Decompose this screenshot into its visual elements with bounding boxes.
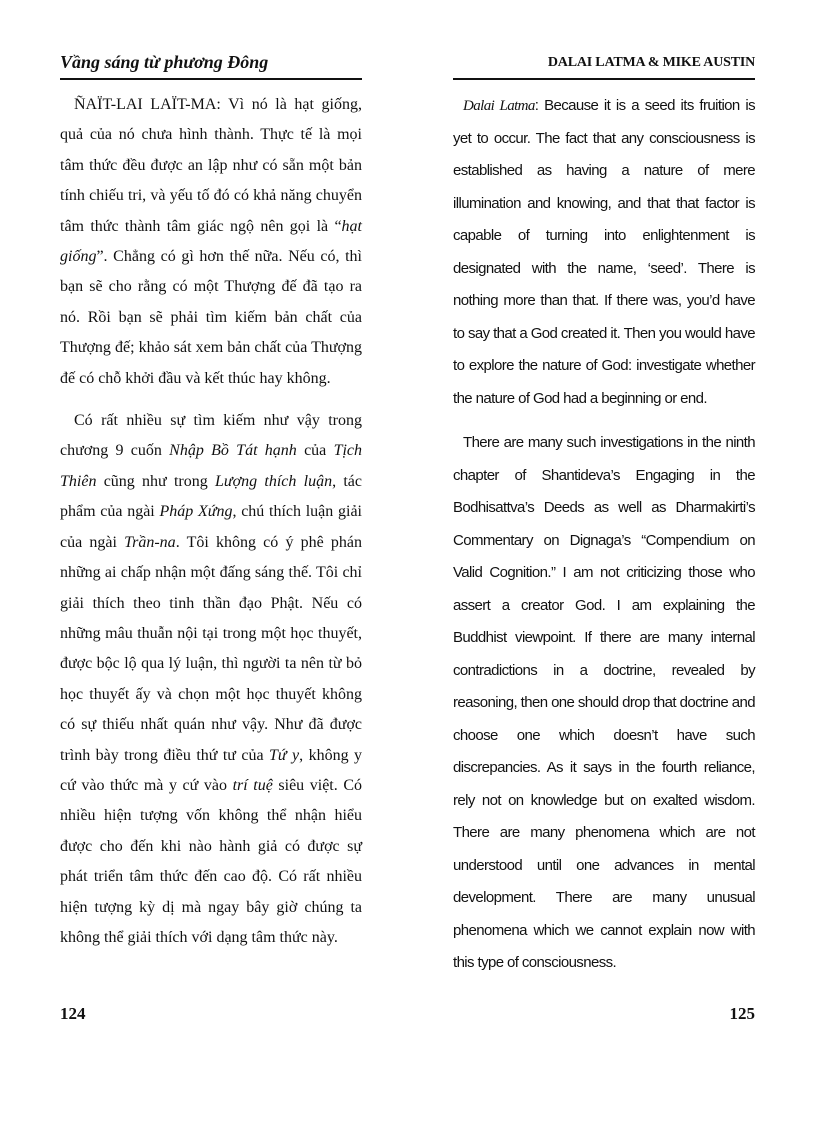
left-page: [60, 0, 362, 1123]
text-run: ÑAÏT-LAI LAÏT-MA: Vì nó là hạt giống, quả của nó chưa hình thành. Thực tế là mọi tâm thức đều được an lập như có sẵn một bản tính chiếu tri, và yếu tố đó có khả năng chuyển tâm thức thành tâm giác ngộ nên gọi là “: [60, 96, 362, 235]
italic-text-run: Dalai Latma: [463, 98, 535, 114]
book-title-header: Vầng sáng từ phương Đông: [60, 52, 269, 72]
right-body-text: [453, 90, 755, 980]
authors-header: DALAI LATMA & MIKE AUSTIN: [547, 55, 755, 70]
text-run: Có rất nhiều sự tìm kiếm như vậy trong chương 9 cuốn: [60, 412, 362, 460]
text-run: There are many such investigations in the ninth chapter of Shantideva’s Engaging in the Bodhisattva’s Deeds as well as Dharmakirti’s Commentary on Dignaga’s “Compendium on Valid Cognition.” I am not criticizing those who assert a creator God. I am explaining the Buddhist viewpoint. If there are many internal contradictions in a doctrine, revealed by reasoning, then one should drop that doctrine and choose one which doesn’t have such discrepancies. As it says in the fourth reliance, rely not on knowledge but on exalted wisdom. There are many phenomena which are not understood until one advances in mental development. There are many unusual phenomena which we cannot explain now with this type of consciousness.: [453, 434, 755, 971]
text-run: , chú thích luận giải của ngài: [60, 503, 362, 551]
italic-text-run: Lượng thích luận: [215, 472, 333, 490]
left-body-text: [60, 90, 362, 953]
italic-text-run: Nhập Bồ Tát hạnh: [169, 442, 297, 460]
text-run: , tác phẩm của ngài: [60, 472, 363, 521]
text-run: , không y cứ vào thức mà y cứ vào: [60, 746, 363, 794]
italic-text-run: trí tuệ: [232, 776, 273, 794]
text-run: cũng như trong: [96, 472, 215, 490]
right-running-header: [453, 52, 755, 80]
text-run: : Because it is a seed its fruition is yet to occur. The fact that any consciousness is established as having a nature of mere illumination and knowing, and that that factor is capable of turning into enlightenment is designated with the name, ‘seed’. There is nothing more than that. If there was, you’d have to say that a God created it. Then you would have to explore the nature of God: investigate whether the nature of God had a beginning or end.: [453, 97, 755, 407]
left-paragraph-1: [60, 90, 362, 394]
text-run: ”. Chẳng có gì hơn thế nữa. Nếu có, thì bạn sẽ cho rằng có một Thượng đế đã tạo ra nó. Rồi bạn sẽ phải tìm kiếm bản chất của Thượng đế; khảo sát xem bản chất của Thượng đế có chỗ khởi đầu và kết thúc hay không.: [60, 248, 362, 387]
italic-text-run: Tịch Thiên: [60, 442, 363, 490]
italic-text-run: Trần-na: [124, 533, 176, 551]
text-run: . Tôi không có ý phê phán những ai chấp nhận một đấng sáng thế. Tôi chỉ giải thích theo tinh thần đạo Phật. Nếu có những mâu thuẫn nội tại trong một học thuyết, được bộc lộ qua lý luận, thì người ta nên từ bỏ học thuyết ấy và chọn một học thuyết không có sự thiếu nhất quán như vậy. Như đã được trình bày trong điều thứ tư của: [60, 533, 362, 764]
right-paragraph-2: [453, 427, 755, 980]
right-page: [453, 0, 755, 1123]
left-running-header: [60, 52, 362, 80]
italic-text-run: Pháp Xứng: [159, 503, 233, 521]
text-run: siêu việt. Có nhiều hiện tượng vốn không thể nhận hiểu được cho đến khi nào hành giả có được sự phát triển tâm thức đến cao độ. Có rất nhiều hiện tượng kỳ dị mà ngay bây giờ chúng ta không thể giải thích với dạng tâm thức này.: [60, 776, 363, 946]
italic-text-run: Tứ y: [269, 746, 300, 764]
text-run: của: [296, 442, 334, 460]
left-page-number: 124: [60, 1004, 86, 1023]
italic-text-run: hạt giống: [60, 217, 362, 266]
left-paragraph-2: [60, 406, 362, 953]
right-paragraph-1: [453, 90, 755, 415]
right-page-number: 125: [729, 1004, 755, 1023]
